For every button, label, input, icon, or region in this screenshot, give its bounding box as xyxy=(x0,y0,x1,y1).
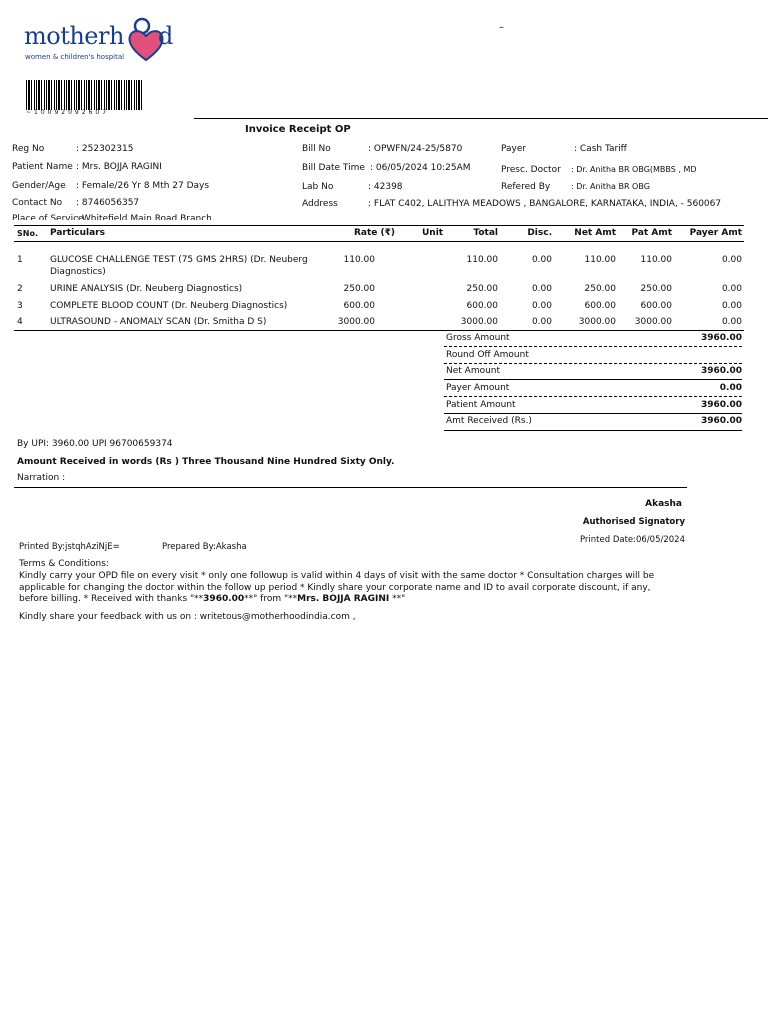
col-sno: SNo. xyxy=(17,229,38,238)
table-bottom-rule xyxy=(14,330,744,331)
col-total: Total xyxy=(473,228,498,238)
col-particulars: Particulars xyxy=(50,228,105,238)
prepared-by: Prepared By:Akasha xyxy=(162,542,247,552)
patient-amount-label: Patient Amount xyxy=(446,400,516,410)
col-unit: Unit xyxy=(422,228,444,238)
summary-divider xyxy=(444,413,742,414)
row-sno: 2 xyxy=(17,284,23,294)
amt-received-value: 3960.00 xyxy=(701,416,742,426)
bill-no-value: : OPWFN/24-25/5870 xyxy=(368,144,463,154)
row-net-amt: 250.00 xyxy=(584,284,616,294)
row-pat-amt: 3000.00 xyxy=(634,317,672,327)
gross-amount-label: Gross Amount xyxy=(446,333,510,343)
row-pat-amt: 250.00 xyxy=(640,284,672,294)
col-payer-amt: Payer Amt xyxy=(689,228,742,238)
row-total: 600.00 xyxy=(466,301,498,311)
patient-amount-value: 3960.00 xyxy=(701,400,742,410)
row-net-amt: 3000.00 xyxy=(578,317,616,327)
bill-date-value: : 06/05/2024 10:25AM xyxy=(370,163,471,173)
contact-no-value: : 8746056357 xyxy=(76,198,140,208)
row-payer-amt: 0.00 xyxy=(721,317,742,327)
contact-no-label: Contact No xyxy=(12,198,63,208)
row-particulars: URINE ANALYSIS (Dr. Neuberg Diagnostics) xyxy=(50,284,243,294)
row-net-amt: 600.00 xyxy=(584,301,616,311)
terms-line3-name: Mrs. BOJJA RAGINI xyxy=(297,594,390,604)
summary-divider xyxy=(444,363,742,364)
hospital-logo xyxy=(24,22,173,61)
row-disc: 0.00 xyxy=(531,301,552,311)
printed-by: Printed By:jstqhAziNjE= xyxy=(19,542,120,552)
dash-mark: – xyxy=(499,22,504,33)
terms-line: applicable for changing the doctor within the follow up period * Kindly share your corporate name and ID to avail corporate discount, if any, xyxy=(19,583,651,593)
signatory-title: Authorised Signatory xyxy=(582,517,685,527)
logo-subtitle: women & children's hospital xyxy=(25,53,125,61)
row-payer-amt: 0.00 xyxy=(721,301,742,311)
row-particulars: GLUCOSE CHALLENGE TEST (75 GMS 2HRS) (Dr. Neuberg xyxy=(50,255,308,265)
col-rate: Rate (₹) xyxy=(354,228,396,238)
terms-line xyxy=(19,594,405,604)
refered-by-label: Refered By xyxy=(501,182,551,192)
summary-divider xyxy=(444,396,742,397)
row-particulars: ULTRASOUND - ANOMALY SCAN (Dr. Smitha D S) xyxy=(50,317,267,327)
presc-doctor-value: : Dr. Anitha BR OBG(MBBS , MD xyxy=(571,165,697,174)
place-of-service-value: : Whitefield Main Road Branch xyxy=(76,214,212,220)
row-particulars: COMPLETE BLOOD COUNT (Dr. Neuberg Diagnostics) xyxy=(50,301,288,311)
amount-in-words: Amount Received in words (Rs ) Three Thousand Nine Hundred Sixty Only. xyxy=(17,457,395,467)
gender-age-value: : Female/26 Yr 8 Mth 27 Days xyxy=(76,181,210,191)
payer-amount-label: Payer Amount xyxy=(446,383,510,393)
row-total: 3000.00 xyxy=(460,317,498,327)
summary-divider xyxy=(444,346,742,347)
narration-rule xyxy=(14,487,687,488)
payer-label: Payer xyxy=(501,144,527,154)
net-amount-label: Net Amount xyxy=(446,366,501,376)
signatory-name: Akasha xyxy=(645,499,682,509)
gender-age-label: Gender/Age xyxy=(12,181,66,191)
patient-name-value: : Mrs. BOJJA RAGINI xyxy=(76,162,162,172)
row-sno: 1 xyxy=(17,255,23,265)
col-pat-amt: Pat Amt xyxy=(631,228,672,238)
bill-date-label: Bill Date Time xyxy=(302,163,365,173)
barcode xyxy=(26,80,144,110)
terms-line3-amount: 3960.00 xyxy=(203,594,245,604)
lab-no-label: Lab No xyxy=(302,182,334,192)
payer-value: : Cash Tariff xyxy=(574,144,627,154)
reg-no-label: Reg No xyxy=(12,144,45,154)
header-rule xyxy=(194,118,768,119)
row-payer-amt: 0.00 xyxy=(721,284,742,294)
row-disc: 0.00 xyxy=(531,284,552,294)
refered-by-value: : Dr. Anitha BR OBG xyxy=(571,182,650,191)
row-rate: 250.00 xyxy=(343,284,375,294)
reg-no-value: : 252302315 xyxy=(76,144,134,154)
feedback-line: Kindly share your feedback with us on : writetous@motherhoodindia.com , xyxy=(19,612,356,622)
row-disc: 0.00 xyxy=(531,255,552,265)
row-total: 110.00 xyxy=(466,255,498,265)
summary-bottom-rule xyxy=(444,430,742,431)
lab-no-value: : 42398 xyxy=(368,182,403,192)
row-pat-amt: 600.00 xyxy=(640,301,672,311)
net-amount-value: 3960.00 xyxy=(701,366,742,376)
row-disc: 0.00 xyxy=(531,317,552,327)
amt-received-label: Amt Received (Rs.) xyxy=(446,416,532,426)
address-value: : FLAT C402, LALITHYA MEADOWS , BANGALORE, KARNATAKA, INDIA, - 560067 xyxy=(368,199,722,209)
barcode-text: ~10092092607 xyxy=(26,109,110,116)
col-disc: Disc. xyxy=(527,228,552,238)
row-sno: 3 xyxy=(17,301,23,311)
gross-amount-value: 3960.00 xyxy=(701,333,742,343)
row-payer-amt: 0.00 xyxy=(721,255,742,265)
page-title: Invoice Receipt OP xyxy=(245,124,351,135)
col-net-amt: Net Amt xyxy=(574,228,616,238)
row-rate: 110.00 xyxy=(343,255,375,265)
bill-no-label: Bill No xyxy=(302,144,331,154)
row-net-amt: 110.00 xyxy=(584,255,616,265)
row-pat-amt: 110.00 xyxy=(640,255,672,265)
place-of-service-label: Place of Service xyxy=(12,214,84,220)
summary-divider xyxy=(444,379,742,380)
payer-amount-value: 0.00 xyxy=(719,383,742,393)
terms-line3-post: **" xyxy=(389,594,406,604)
terms-line3-mid: **" from "** xyxy=(244,594,298,604)
place-of-service-row xyxy=(12,214,242,220)
table-header-rule xyxy=(14,241,744,242)
row-rate: 3000.00 xyxy=(337,317,375,327)
table-top-rule xyxy=(14,225,744,226)
terms-line3-pre: before billing. * Received with thanks "** xyxy=(19,594,204,604)
row-rate: 600.00 xyxy=(343,301,375,311)
row-particulars-cont: Diagnostics) xyxy=(50,267,106,277)
narration-label: Narration : xyxy=(17,473,66,483)
printed-date: Printed Date:06/05/2024 xyxy=(579,535,685,545)
terms-line: Kindly carry your OPD file on every visit * only one followup is valid within 4 days of visit with the same doctor * Consultation charges will be xyxy=(19,571,655,581)
address-label: Address xyxy=(302,199,338,209)
round-off-label: Round Off Amount xyxy=(446,350,529,360)
upi-payment-line: By UPI: 3960.00 UPI 96700659374 xyxy=(17,439,173,449)
terms-heading: Terms & Conditions: xyxy=(19,559,109,569)
presc-doctor-label: Presc. Doctor xyxy=(501,165,561,175)
row-total: 250.00 xyxy=(466,284,498,294)
row-sno: 4 xyxy=(17,317,23,327)
patient-name-label: Patient Name xyxy=(12,162,73,172)
logo-letter-d: d xyxy=(158,22,173,50)
logo-wordmark: motherh xyxy=(24,22,124,50)
